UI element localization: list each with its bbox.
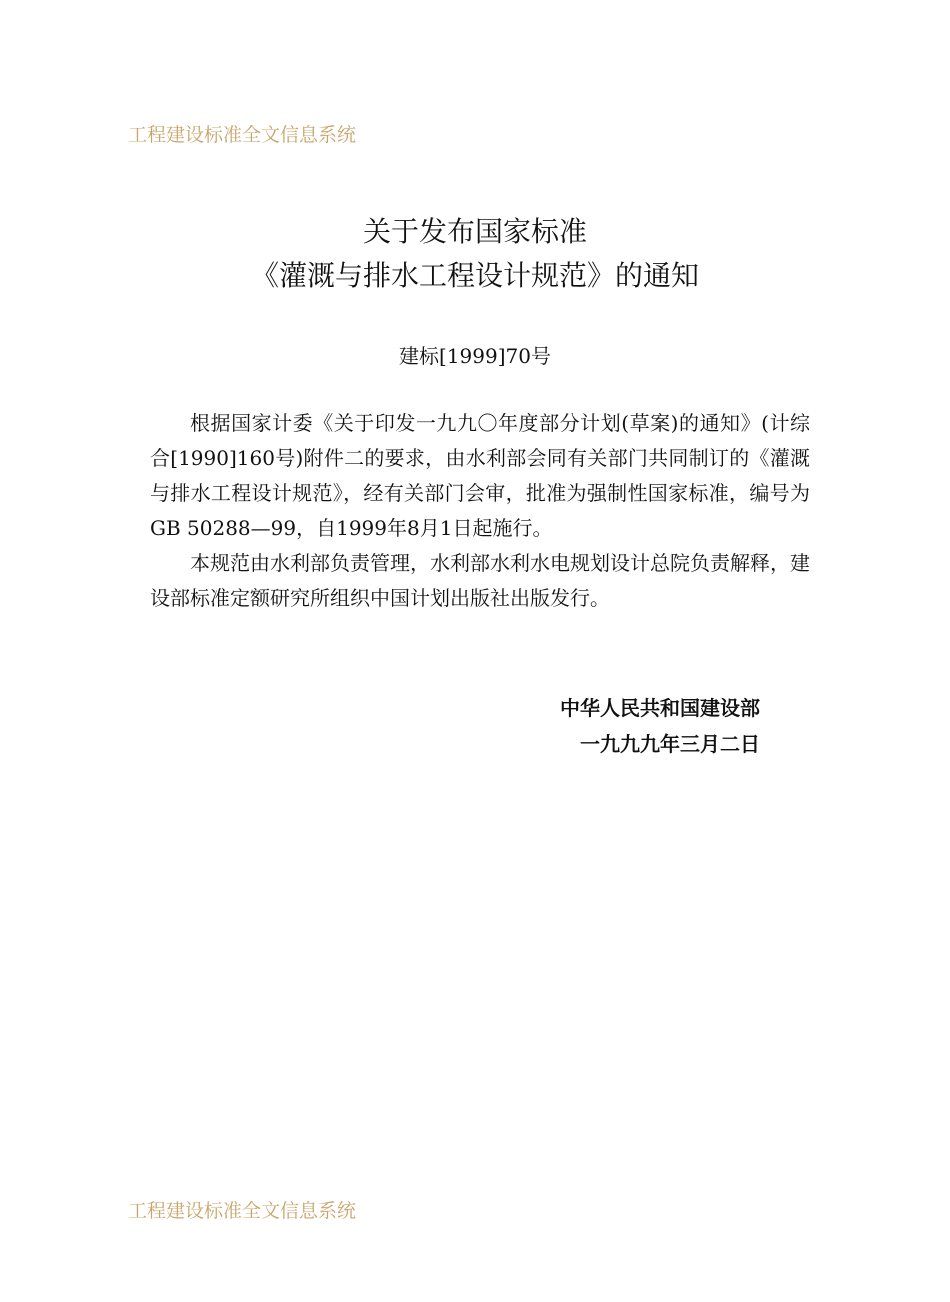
header-watermark: 工程建设标准全文信息系统 [128, 124, 357, 146]
signature-block [560, 690, 760, 762]
issue-date: 一九九九年三月二日 [580, 732, 760, 756]
paragraph-1: 根据国家计委《关于印发一九九〇年度部分计划(草案)的通知》(计综合[1990]160号)附件二的要求，由水利部会同有关部门共同制订的《灌溉与排水工程设计规范》，经有关部门会审，批准为强制性国家标准，编号为GB 50288—99，自1999年8月1日起施行。 [150, 411, 810, 540]
issuing-organization: 中华人民共和国建设部 [560, 696, 760, 720]
title-line-2: 《灌溉与排水工程设计规范》的通知 [250, 259, 699, 292]
paragraph-2: 本规范由水利部负责管理，水利部水利水电规划设计总院负责解释，建设部标准定额研究所组织中国计划出版社出版发行。 [150, 551, 810, 610]
footer-watermark: 工程建设标准全文信息系统 [128, 1200, 357, 1222]
document-number: 建标[1999]70号 [399, 344, 551, 368]
title-line-1: 关于发布国家标准 [362, 215, 587, 248]
notice-title [0, 210, 950, 298]
notice-body [150, 406, 810, 616]
